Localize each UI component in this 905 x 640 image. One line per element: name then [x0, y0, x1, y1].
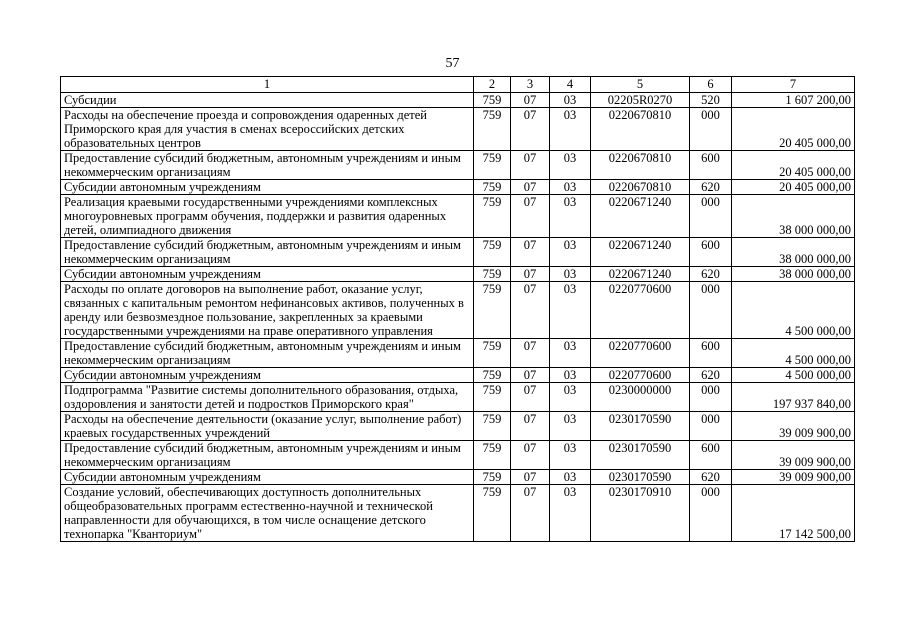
row-code-type: 000: [690, 195, 732, 238]
row-code-type: 620: [690, 180, 732, 195]
row-code-admin: 759: [474, 383, 511, 412]
row-code-type: 600: [690, 238, 732, 267]
row-amount: 38 000 000,00: [732, 195, 855, 238]
row-code-subsection: 03: [550, 368, 591, 383]
row-amount: 4 500 000,00: [732, 339, 855, 368]
row-amount: 20 405 000,00: [732, 180, 855, 195]
row-code-section: 07: [511, 180, 550, 195]
row-code-target: 0220671240: [591, 267, 690, 282]
header-row: [61, 77, 855, 93]
row-code-target: 0220671240: [591, 238, 690, 267]
row-code-section: 07: [511, 485, 550, 542]
row-code-type: 000: [690, 412, 732, 441]
row-code-section: 07: [511, 93, 550, 108]
row-name: Реализация краевыми государственными учреждениями комплексных многоуровневых программ обучения, поддержки и развития одаренных детей, олимпиадного движения: [61, 195, 474, 238]
row-code-subsection: 03: [550, 383, 591, 412]
row-code-type: 000: [690, 485, 732, 542]
table-row: [61, 238, 855, 267]
row-amount: 20 405 000,00: [732, 151, 855, 180]
row-code-admin: 759: [474, 151, 511, 180]
row-code-target: 0220670810: [591, 151, 690, 180]
row-code-type: 000: [690, 282, 732, 339]
row-code-section: 07: [511, 282, 550, 339]
table-row: [61, 180, 855, 195]
row-name: Предоставление субсидий бюджетным, автономным учреждениям и иным некоммерческим организациям: [61, 238, 474, 267]
row-code-target: 02205R0270: [591, 93, 690, 108]
row-code-type: 620: [690, 368, 732, 383]
row-amount: 38 000 000,00: [732, 267, 855, 282]
row-name: Предоставление субсидий бюджетным, автономным учреждениям и иным некоммерческим организациям: [61, 441, 474, 470]
row-amount: 4 500 000,00: [732, 368, 855, 383]
row-amount: 39 009 900,00: [732, 412, 855, 441]
row-code-type: 000: [690, 383, 732, 412]
row-code-admin: 759: [474, 180, 511, 195]
row-code-type: 600: [690, 339, 732, 368]
row-code-target: 0220670810: [591, 108, 690, 151]
header-cell: 7: [732, 77, 855, 93]
table-row: [61, 470, 855, 485]
row-code-subsection: 03: [550, 93, 591, 108]
row-code-admin: 759: [474, 238, 511, 267]
row-amount: 39 009 900,00: [732, 470, 855, 485]
row-name: Субсидии автономным учреждениям: [61, 180, 474, 195]
row-code-section: 07: [511, 412, 550, 441]
row-code-subsection: 03: [550, 151, 591, 180]
row-code-type: 600: [690, 151, 732, 180]
row-code-section: 07: [511, 470, 550, 485]
row-code-subsection: 03: [550, 282, 591, 339]
row-name: Предоставление субсидий бюджетным, автономным учреждениям и иным некоммерческим организациям: [61, 151, 474, 180]
row-code-type: 000: [690, 108, 732, 151]
row-code-target: 0230170590: [591, 470, 690, 485]
row-code-target: 0220770600: [591, 282, 690, 339]
row-code-subsection: 03: [550, 238, 591, 267]
table-row: [61, 441, 855, 470]
row-code-admin: 759: [474, 93, 511, 108]
row-code-type: 600: [690, 441, 732, 470]
row-code-subsection: 03: [550, 412, 591, 441]
row-code-section: 07: [511, 383, 550, 412]
row-code-subsection: 03: [550, 339, 591, 368]
row-code-target: 0230000000: [591, 383, 690, 412]
row-code-section: 07: [511, 195, 550, 238]
row-code-section: 07: [511, 339, 550, 368]
row-amount: 17 142 500,00: [732, 485, 855, 542]
row-code-target: 0230170910: [591, 485, 690, 542]
row-name: Субсидии: [61, 93, 474, 108]
row-code-target: 0230170590: [591, 412, 690, 441]
row-name: Расходы по оплате договоров на выполнение работ, оказание услуг, связанных с капитальным ремонтом нефинансовых активов, полученных в аренду или безвозмездное пользование, закрепленных за краевыми государственными учреждениями на праве оперативного управления: [61, 282, 474, 339]
header-cell: 3: [511, 77, 550, 93]
row-code-target: 0220770600: [591, 339, 690, 368]
row-code-admin: 759: [474, 412, 511, 441]
row-code-type: 520: [690, 93, 732, 108]
table-row: [61, 412, 855, 441]
row-name: Подпрограмма "Развитие системы дополнительного образования, отдыха, оздоровления и занятости детей и подростков Приморского края": [61, 383, 474, 412]
row-code-admin: 759: [474, 368, 511, 383]
row-name: Предоставление субсидий бюджетным, автономным учреждениям и иным некоммерческим организациям: [61, 339, 474, 368]
row-code-subsection: 03: [550, 441, 591, 470]
row-name: Субсидии автономным учреждениям: [61, 470, 474, 485]
table-row: [61, 151, 855, 180]
row-code-admin: 759: [474, 485, 511, 542]
row-code-subsection: 03: [550, 470, 591, 485]
row-amount: 197 937 840,00: [732, 383, 855, 412]
row-code-section: 07: [511, 151, 550, 180]
row-code-target: 0220670810: [591, 180, 690, 195]
header-cell: 4: [550, 77, 591, 93]
row-code-admin: 759: [474, 108, 511, 151]
row-code-admin: 759: [474, 470, 511, 485]
row-name: Субсидии автономным учреждениям: [61, 267, 474, 282]
row-code-subsection: 03: [550, 485, 591, 542]
row-name: Расходы на обеспечение деятельности (оказание услуг, выполнение работ) краевых государственных учреждений: [61, 412, 474, 441]
row-code-target: 0220770600: [591, 368, 690, 383]
header-cell: 5: [591, 77, 690, 93]
table-row: [61, 282, 855, 339]
row-amount: 39 009 900,00: [732, 441, 855, 470]
row-amount: 1 607 200,00: [732, 93, 855, 108]
row-code-section: 07: [511, 368, 550, 383]
row-code-section: 07: [511, 441, 550, 470]
header-cell: 2: [474, 77, 511, 93]
table-row: [61, 339, 855, 368]
header-cell: 1: [61, 77, 474, 93]
row-code-admin: 759: [474, 339, 511, 368]
row-amount: 4 500 000,00: [732, 282, 855, 339]
table-row: [61, 383, 855, 412]
row-code-type: 620: [690, 470, 732, 485]
row-code-target: 0230170590: [591, 441, 690, 470]
header-cell: 6: [690, 77, 732, 93]
row-code-subsection: 03: [550, 108, 591, 151]
row-code-admin: 759: [474, 195, 511, 238]
row-code-section: 07: [511, 238, 550, 267]
row-amount: 20 405 000,00: [732, 108, 855, 151]
table-row: [61, 108, 855, 151]
row-code-admin: 759: [474, 267, 511, 282]
row-code-type: 620: [690, 267, 732, 282]
row-code-subsection: 03: [550, 195, 591, 238]
table-row: [61, 195, 855, 238]
page-number: 57: [445, 56, 460, 71]
table-row: [61, 485, 855, 542]
row-code-section: 07: [511, 267, 550, 282]
table-row: [61, 368, 855, 383]
row-code-target: 0220671240: [591, 195, 690, 238]
row-amount: 38 000 000,00: [732, 238, 855, 267]
row-name: Расходы на обеспечение проезда и сопровождения одаренных детей Приморского края для участия в сменах всероссийских детских образовательных центров: [61, 108, 474, 151]
table-row: [61, 267, 855, 282]
row-code-subsection: 03: [550, 267, 591, 282]
row-code-section: 07: [511, 108, 550, 151]
row-code-admin: 759: [474, 282, 511, 339]
row-name: Субсидии автономным учреждениям: [61, 368, 474, 383]
row-code-subsection: 03: [550, 180, 591, 195]
table-row: [61, 93, 855, 108]
row-code-admin: 759: [474, 441, 511, 470]
row-name: Создание условий, обеспечивающих доступность дополнительных общеобразовательных программ естественно-научной и технической направленности для обучающихся, в том числе оснащение детского технопарка "Кванториум": [61, 485, 474, 542]
budget-table: [60, 76, 855, 542]
